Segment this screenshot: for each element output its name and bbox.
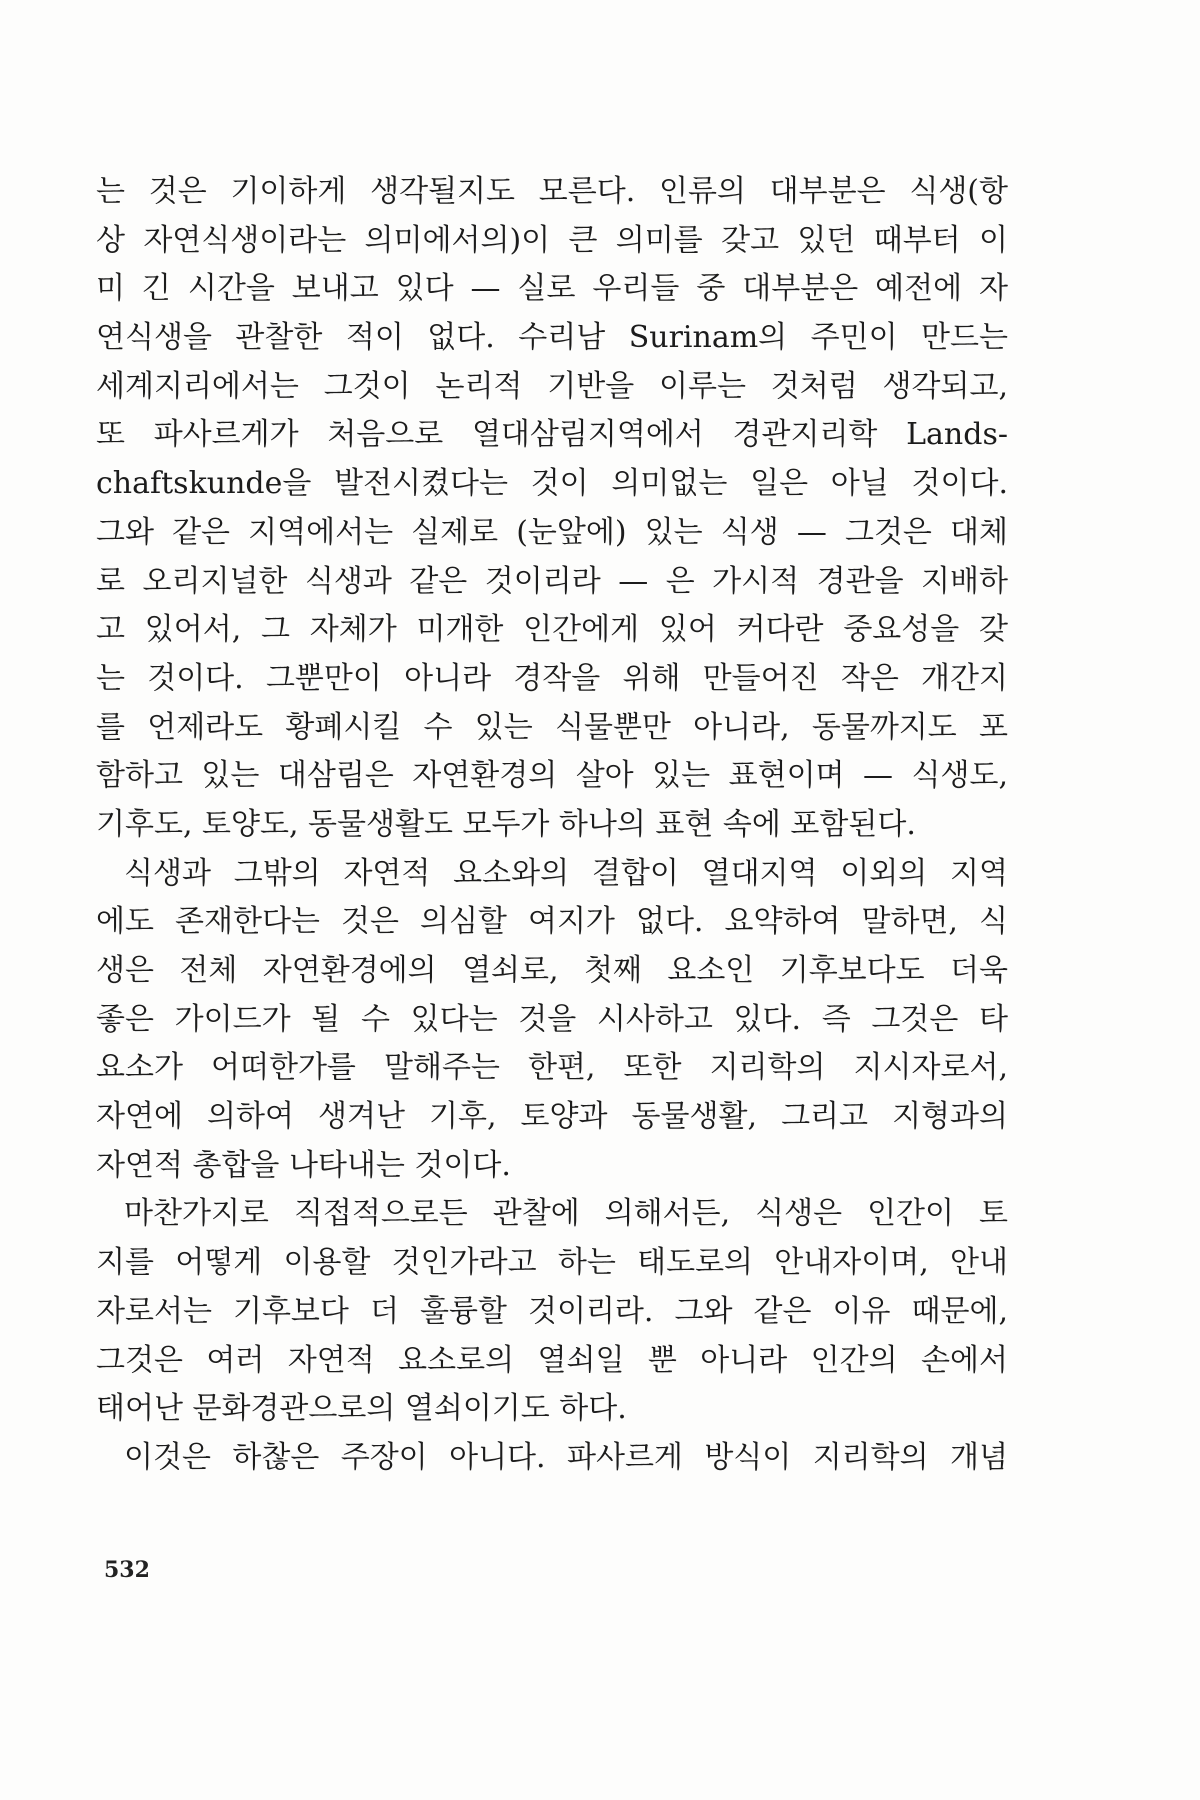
text-line: 연식생을 관찰한 적이 없다. 수리남 Surinam의 주민이 만드는 xyxy=(96,320,1008,356)
text-line: 함하고 있는 대삼림은 자연환경의 살아 있는 표현이며 — 식생도, xyxy=(96,758,1008,794)
page-number: 532 xyxy=(104,1557,150,1583)
text-line: 좋은 가이드가 될 수 있다는 것을 시사하고 있다. 즉 그것은 타 xyxy=(96,1001,1008,1037)
paragraph-first-line: 이것은 하찮은 주장이 아니다. 파사르게 방식이 지리학의 개념 xyxy=(124,1439,1008,1475)
text-line: 세계지리에서는 그것이 논리적 기반을 이루는 것처럼 생각되고, xyxy=(96,368,1008,404)
paragraph-end-line: 태어난 문화경관으로의 열쇠이기도 하다. xyxy=(96,1391,627,1427)
text-line: 지를 어떻게 이용할 것인가라고 하는 태도로의 안내자이며, 안내 xyxy=(96,1245,1008,1281)
text-line: chaftskunde을 발전시켰다는 것이 의미없는 일은 아닐 것이다. xyxy=(96,466,1008,502)
text-line: 고 있어서, 그 자체가 미개한 인간에게 있어 커다란 중요성을 갖 xyxy=(96,612,1008,648)
text-line: 또 파사르게가 처음으로 열대삼림지역에서 경관지리학 Lands- xyxy=(96,417,1008,453)
text-line: 를 언제라도 황폐시킬 수 있는 식물뿐만 아니라, 동물까지도 포 xyxy=(96,709,1008,745)
paragraph-first-line: 마찬가지로 직접적으로든 관찰에 의해서든, 식생은 인간이 토 xyxy=(124,1196,1008,1232)
text-line: 미 긴 시간을 보내고 있다 — 실로 우리들 중 대부분은 예전에 자 xyxy=(96,271,1008,307)
text-line: 자연에 의하여 생겨난 기후, 토양과 동물생활, 그리고 지형과의 xyxy=(96,1099,1008,1135)
paragraph-first-line: 식생과 그밖의 자연적 요소와의 결합이 열대지역 이외의 지역 xyxy=(124,855,1008,891)
text-line: 생은 전체 자연환경에의 열쇠로, 첫째 요소인 기후보다도 더욱 xyxy=(96,953,1008,988)
text-line: 그와 같은 지역에서는 실제로 (눈앞에) 있는 식생 — 그것은 대체 xyxy=(96,514,1008,550)
text-line: 자로서는 기후보다 더 훌륭할 것이리라. 그와 같은 이유 때문에, xyxy=(96,1293,1008,1329)
text-line: 요소가 어떠한가를 말해주는 한편, 또한 지리학의 지시자로서, xyxy=(96,1050,1008,1086)
paragraph-end-line: 기후도, 토양도, 동물생활도 모두가 하나의 표현 속에 포함된다. xyxy=(96,806,916,842)
text-line: 에도 존재한다는 것은 의심할 여지가 없다. 요약하여 말하면, 식 xyxy=(96,904,1008,940)
text-line: 는 것은 기이하게 생각될지도 모른다. 인류의 대부분은 식생(항 xyxy=(96,174,1008,209)
body-text xyxy=(96,168,1008,1483)
paragraph-end-line: 자연적 총합을 나타내는 것이다. xyxy=(96,1147,511,1183)
text-line: 상 자연식생이라는 의미에서의)이 큰 의미를 갖고 있던 때부터 이 xyxy=(96,222,1008,258)
text-line: 그것은 여러 자연적 요소로의 열쇠일 뿐 아니라 인간의 손에서 xyxy=(96,1342,1008,1378)
text-line: 로 오리지널한 식생과 같은 것이리라 — 은 가시적 경관을 지배하 xyxy=(96,563,1008,599)
text-line: 는 것이다. 그뿐만이 아니라 경작을 위해 만들어진 작은 개간지 xyxy=(96,660,1008,696)
